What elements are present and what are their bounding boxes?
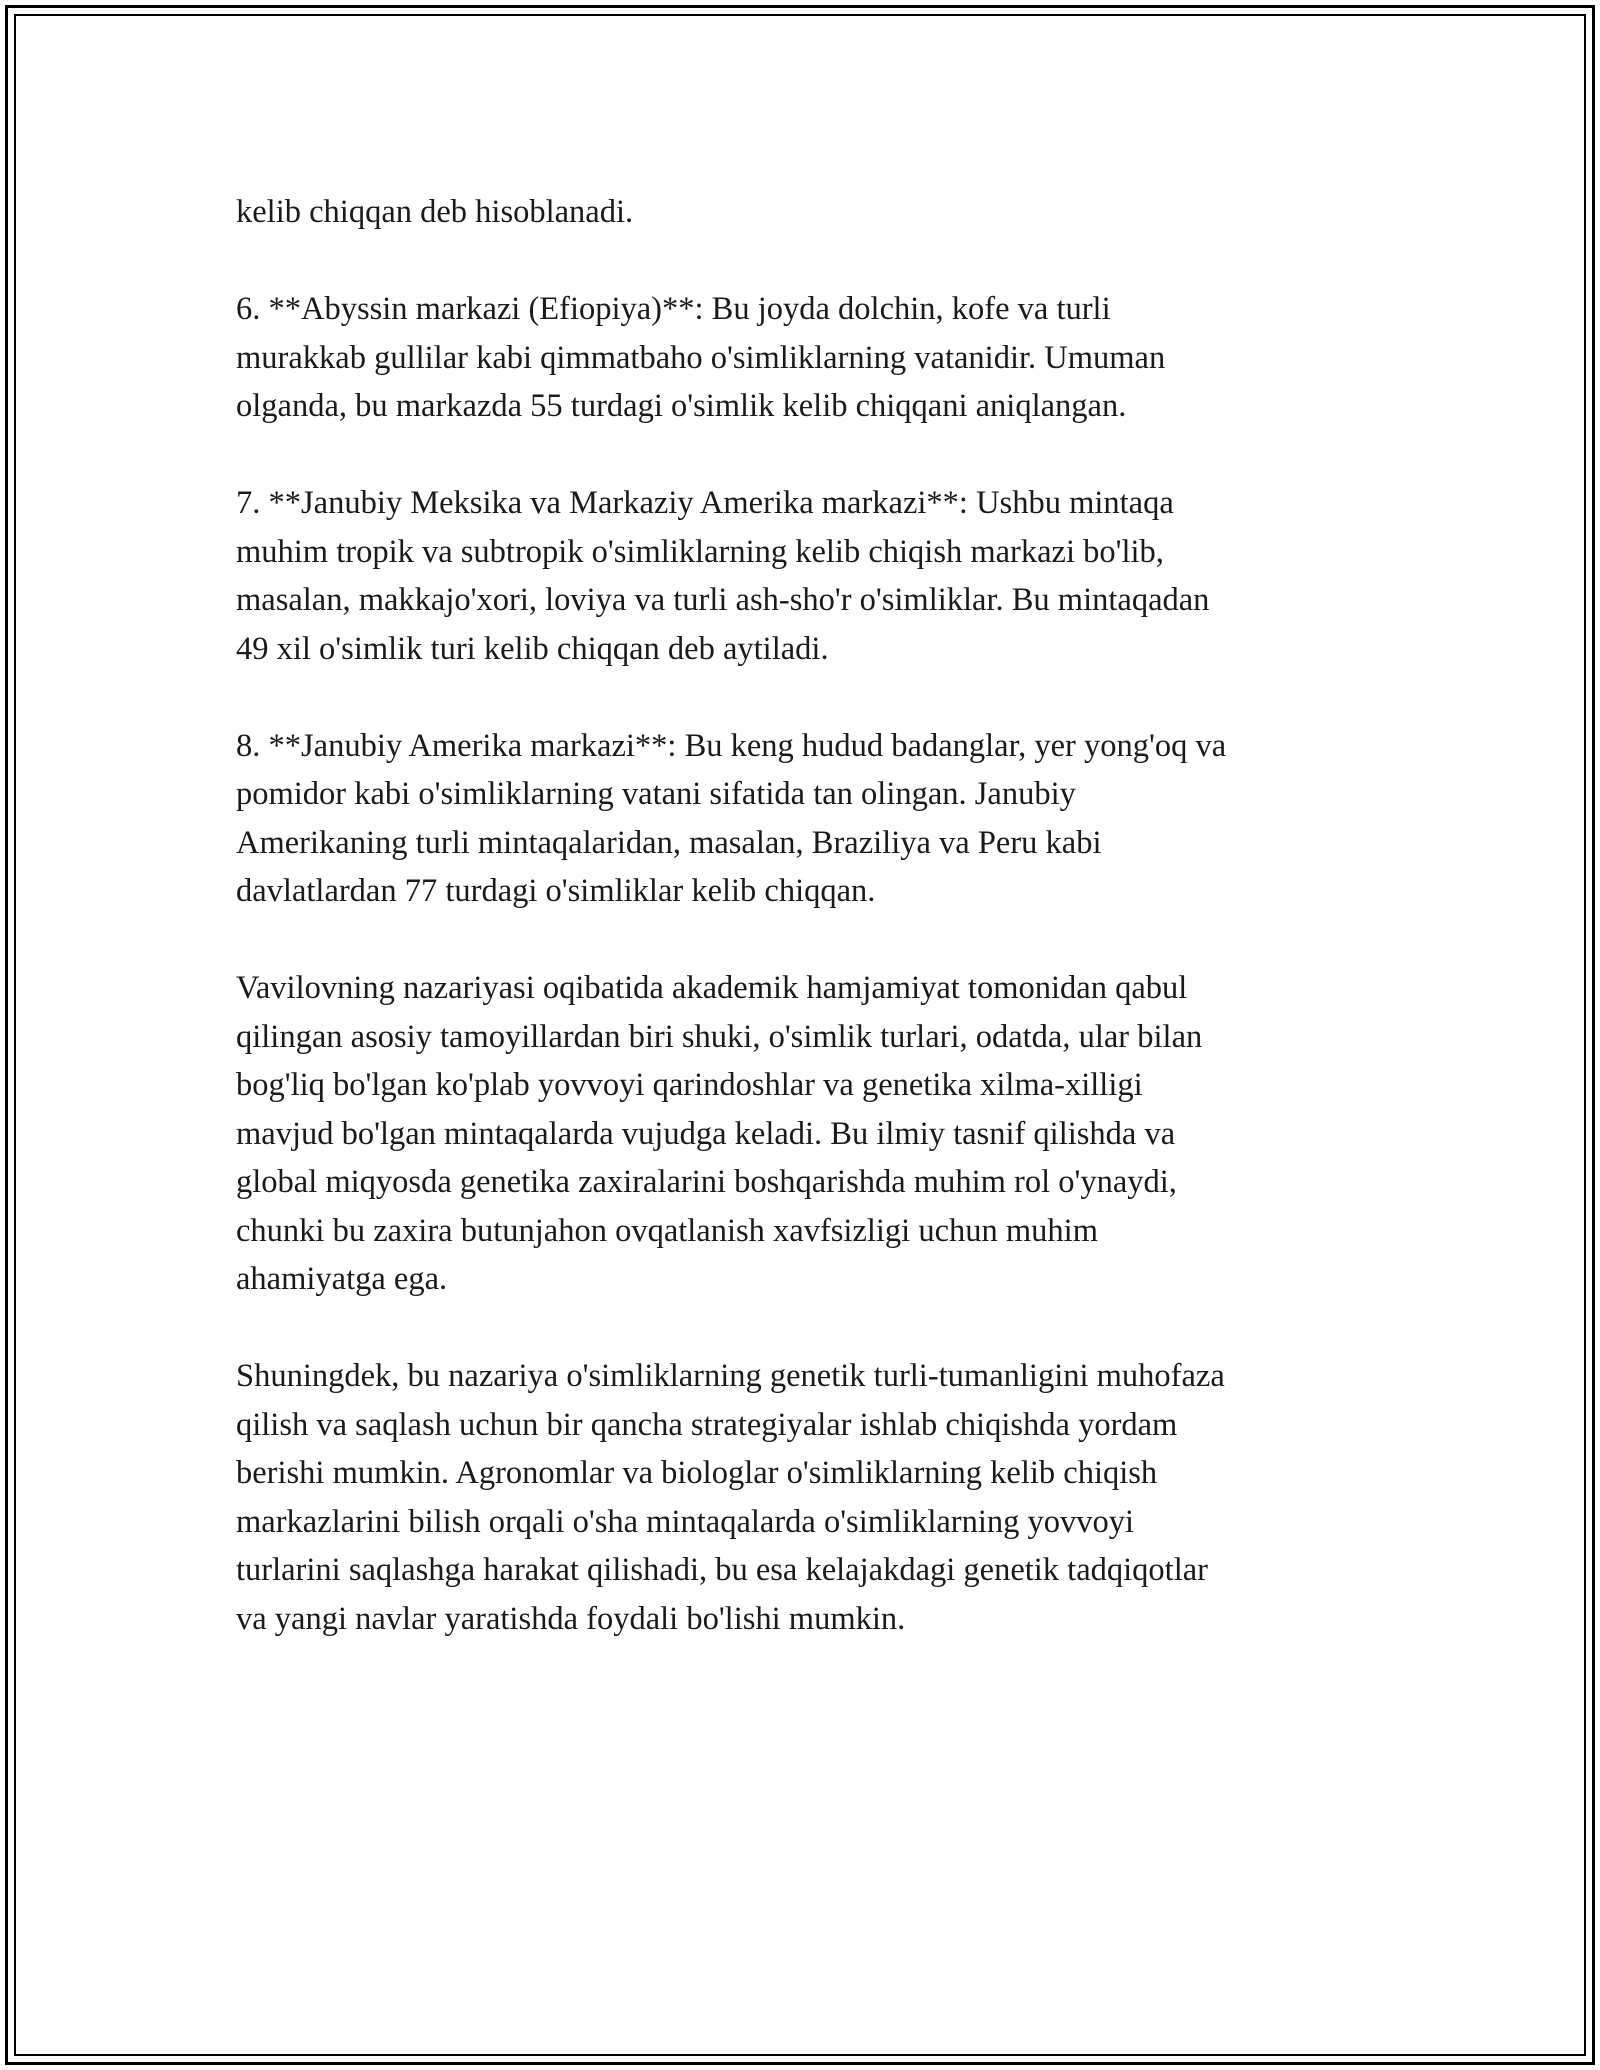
paragraph-conservation: Shuningdek, bu nazariya o'simliklarning genetik turli-tumanligini muhofaza qilish va saqlash uchun bir qancha strategiyalar ishlab chiqishda yordam berishi mumkin. Agronomlar va biologlar o'simliklarning kelib chiqish markazlarini bilish orqali o'sha mintaqalarda o'simliklarning yovvoyi turlarini saqlashga harakat qilishadi, bu esa kelajakdagi genetik tadqiqotlar va yangi navlar yaratishda foydali bo'lishi mumkin. (236, 1358, 1225, 1637)
paragraph-item-6: 6. **Abyssin markazi (Efiopiya)**: Bu joyda dolchin, kofe va turli murakkab gullilar kabi qimmatbaho o'simliklarning vatanidir. Umuman olganda, bu markazda 55 turdagi o'simlik kelib chiqqani aniqlangan. (236, 291, 1166, 424)
document-body (236, 188, 1376, 1643)
paragraph-item-7: 7. **Janubiy Meksika va Markaziy Amerika markazi**: Ushbu mintaqa muhim tropik va subtropik o'simliklarning kelib chiqish markazi bo'lib, masalan, makkajo'xori, loviya va turli ash-sho'r o'simliklar. Bu mintaqadan 49 xil o'simlik turi kelib chiqqan deb aytiladi. (236, 485, 1210, 667)
paragraph-item-8: 8. **Janubiy Amerika markazi**: Bu keng hudud badanglar, yer yong'oq va pomidor kabi o'simliklarning vatani sifatida tan olingan. Janubiy Amerikaning turli mintaqalaridan, masalan, Braziliya va Peru kabi davlatlardan 77 turdagi o'simliklar kelib chiqqan. (236, 727, 1227, 909)
paragraph-continuation: kelib chiqqan deb hisoblanadi. (236, 194, 634, 230)
paragraph-vavilov-theory: Vavilovning nazariyasi oqibatida akademik hamjamiyat tomonidan qabul qilingan asosiy tamoyillardan biri shuki, o'simlik turlari, odatda, ular bilan bog'liq bo'lgan ko'plab yovvoyi qarindoshlar va genetika xilma-xilligi mavjud bo'lgan mintaqalarda vujudga keladi. Bu ilmiy tasnif qilishda va global miqyosda genetika zaxiralarini boshqarishda muhim rol o'ynaydi, chunki bu zaxira butunjahon ovqatlanish xavfsizligi uchun muhim ahamiyatga ega. (236, 970, 1203, 1297)
